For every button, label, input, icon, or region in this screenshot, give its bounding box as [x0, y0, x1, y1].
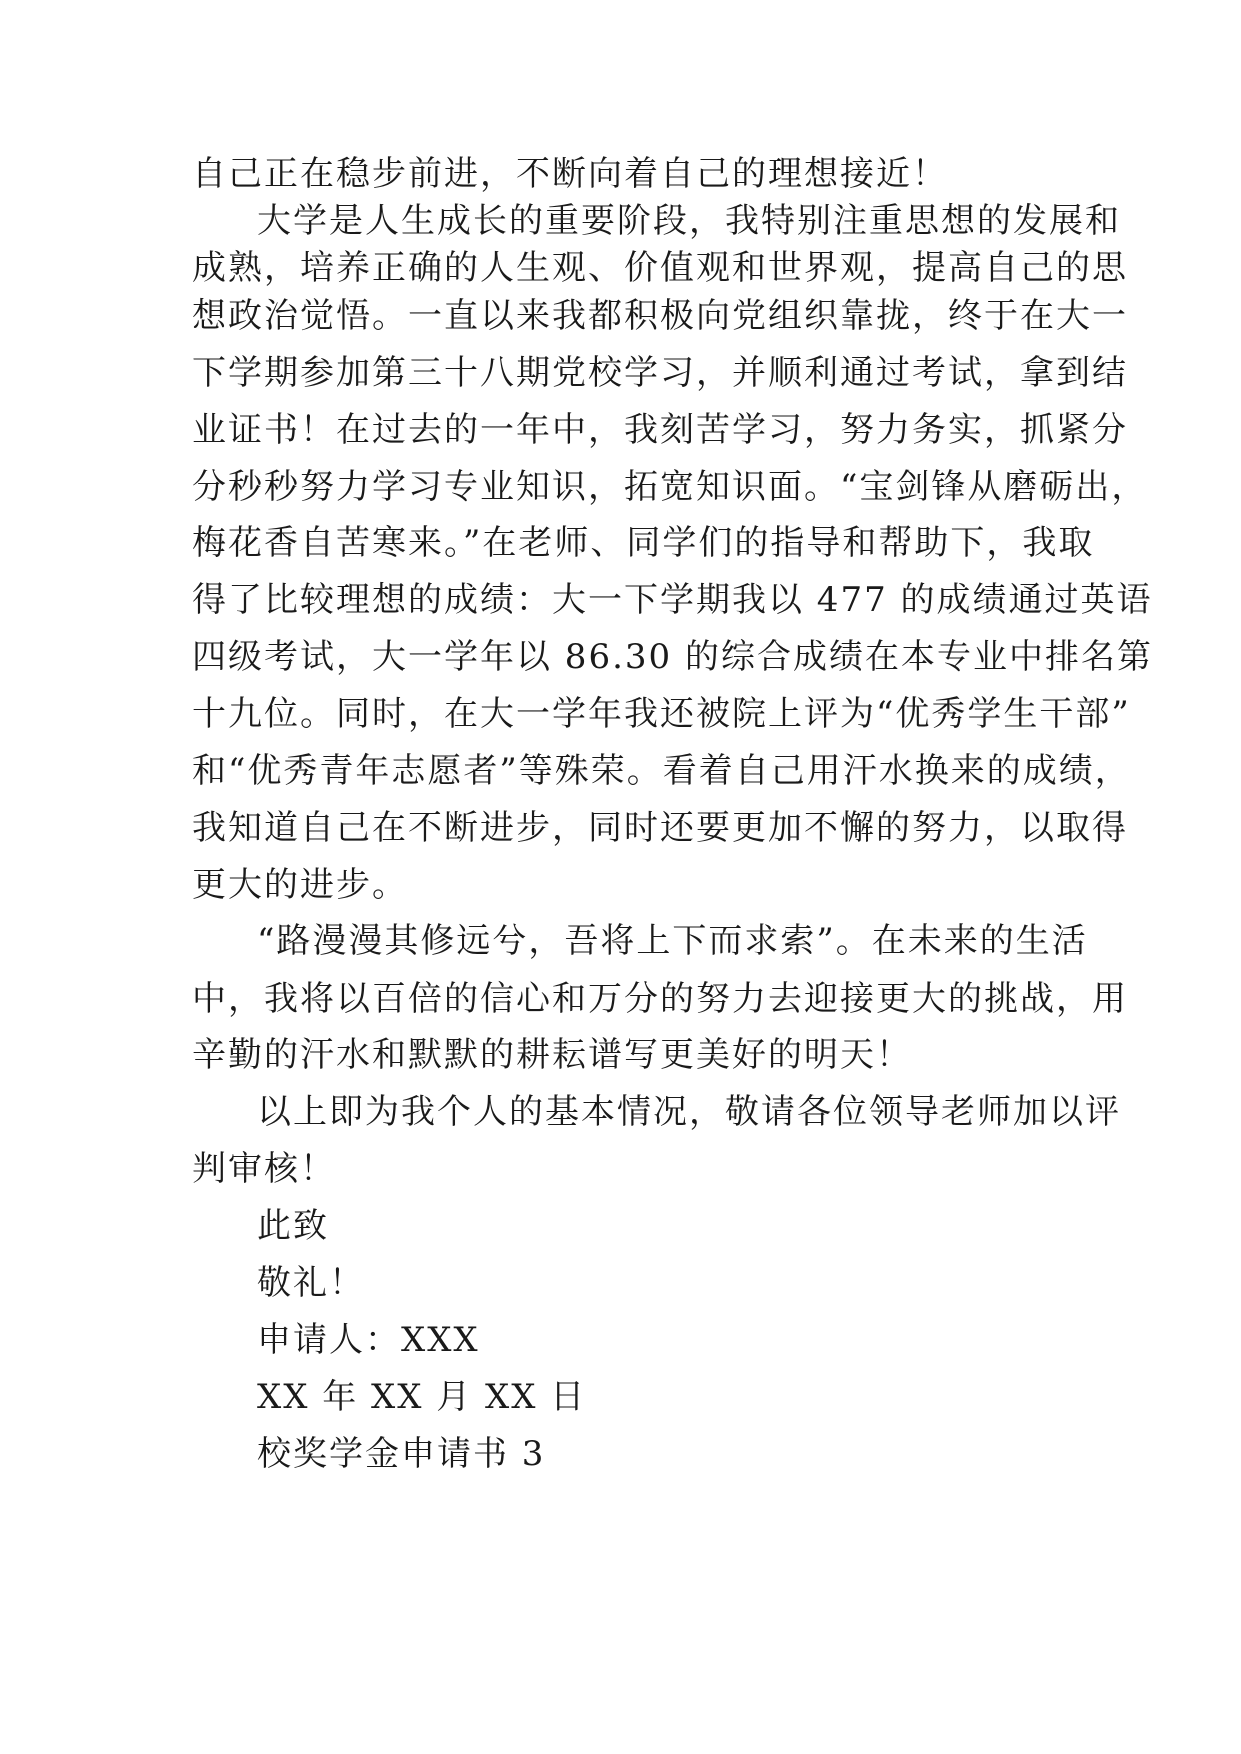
text-line-7: 分秒秒努力学习专业知识，拓宽知识面。“宝剑锋从磨砺出，	[192, 467, 1148, 507]
text-line-17: 辛勤的汗水和默默的耕耘谱写更美好的明天！	[192, 1035, 912, 1075]
text-line-10: 四级考试，大一学年以 86.30 的综合成绩在本专业中排名第	[192, 637, 1153, 677]
text-line-20: 此致	[257, 1206, 329, 1246]
text-line-12: 和“优秀青年志愿者”等殊荣。看着自己用汗水换来的成绩，	[192, 751, 1131, 791]
text-line-3: 成熟，培养正确的人生观、价值观和世界观，提高自己的思	[192, 248, 1128, 288]
text-line-5: 下学期参加第三十八期党校学习，并顺利通过考试，拿到结	[192, 353, 1128, 393]
text-line-21: 敬礼！	[257, 1263, 365, 1303]
text-line-13: 我知道自己在不断进步，同时还要更加不懈的努力，以取得	[192, 808, 1128, 848]
text-line-16: 中，我将以百倍的信心和万分的努力去迎接更大的挑战，用	[192, 979, 1128, 1019]
text-line-15: “路漫漫其修远兮，吾将上下而求索”。在未来的生活	[257, 921, 1088, 961]
text-line-11: 十九位。同时，在大一学年我还被院上评为“优秀学生干部”	[192, 694, 1131, 734]
text-line-1: 自己正在稳步前进，不断向着自己的理想接近！	[192, 154, 948, 194]
text-line-9: 得了比较理想的成绩：大一下学期我以 477 的成绩通过英语	[192, 580, 1153, 620]
text-line-2: 大学是人生成长的重要阶段，我特别注重思想的发展和	[257, 201, 1121, 241]
text-line-24: 校奖学金申请书 3	[257, 1434, 546, 1474]
text-line-4: 想政治觉悟。一直以来我都积极向党组织靠拢，终于在大一	[192, 296, 1128, 336]
text-line-14: 更大的进步。	[192, 865, 408, 905]
text-line-8: 梅花香自苦寒来。”在老师、同学们的指导和帮助下，我取	[192, 523, 1095, 563]
text-line-19: 判审核！	[192, 1149, 336, 1189]
text-line-22: 申请人：XXX	[257, 1320, 480, 1360]
text-line-18: 以上即为我个人的基本情况，敬请各位领导老师加以评	[257, 1092, 1121, 1132]
text-line-6: 业证书！在过去的一年中，我刻苦学习，努力务实，抓紧分	[192, 410, 1128, 450]
text-line-23: XX 年 XX 月 XX 日	[257, 1377, 587, 1417]
